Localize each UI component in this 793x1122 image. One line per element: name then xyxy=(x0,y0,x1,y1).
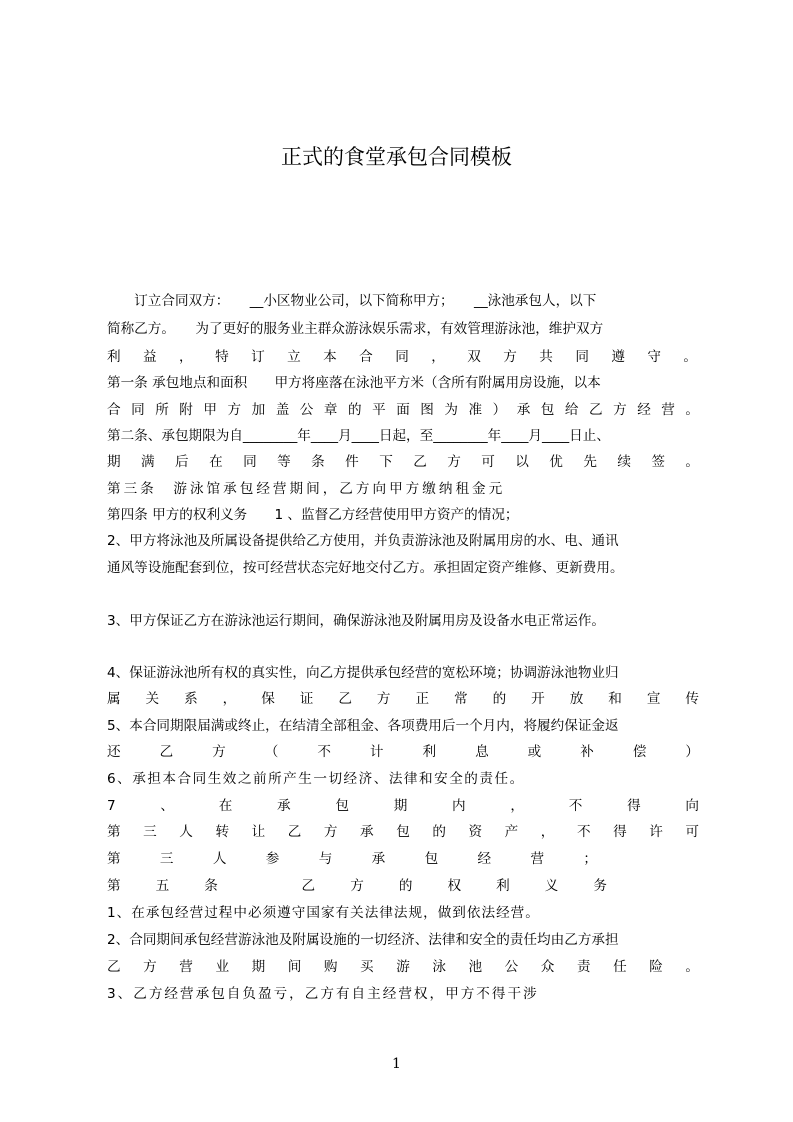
body-line-7: 期满后在同等条件下乙方可以优先续签。 xyxy=(107,454,699,470)
body-line-20: 第三人参与承包经营； xyxy=(107,851,597,867)
body-line-3: 利益，特订立本合同，双方共同遵守。 xyxy=(107,349,699,365)
body-line-24: 乙方营业期间购买游泳池公众责任险。 xyxy=(107,959,699,975)
body-line-5: 合同所附甲方加盖公章的平面图为准）承包给乙方经营。 xyxy=(107,402,699,418)
body-line-1: 订立合同双方： __小区物业公司，以下简称甲方； __泳池承包人，以下 xyxy=(107,293,597,309)
body-line-16: 还乙方（不计利息或补偿） xyxy=(107,744,699,760)
document-title: 正式的食堂承包合同模板 xyxy=(281,145,512,169)
body-line-11: 通风等设施配套到位，按可经营状态完好地交付乙方。承担固定资产维修、更新费用。 xyxy=(107,560,624,576)
body-line-9: 第四条 甲方的权利义务 1 、监督乙方经营使用甲方资产的情况； xyxy=(107,507,519,523)
body-line-15: 5、本合同期限届满或终止，在结清全部租金、各项费用后一个月内，将履约保证金返 xyxy=(107,718,619,734)
body-line-19: 第三人转让乙方承包的资产，不得许可 xyxy=(107,824,699,840)
body-line-21: 第五条 乙方的权利义务 xyxy=(107,878,607,894)
body-line-8: 第三条 游泳馆承包经营期间，乙方向甲方缴纳租金元 xyxy=(107,481,506,497)
body-line-14: 属关系，保证乙方正常的开放和宣传 xyxy=(107,691,699,707)
body-line-17: 6、承担本合同生效之前所产生一切经济、法律和安全的责任。 xyxy=(107,771,525,787)
body-line-18: 7、在承包期内，不得向 xyxy=(107,798,699,814)
body-line-2: 简称乙方。 为了更好的服务业主群众游泳娱乐需求，有效管理游泳池，维护双方 xyxy=(107,321,604,337)
body-line-22: 1、在承包经营过程中必须遵守国家有关法律法规，做到依法经营。 xyxy=(107,905,540,921)
body-line-10: 2、甲方将泳池及所属设备提供给乙方使用，并负责游泳池及附属用房的水、电、通讯 xyxy=(107,533,619,549)
body-line-12: 3、甲方保证乙方在游泳池运行期间，确保游泳池及附属用房及设备水电正常运作。 xyxy=(107,613,606,629)
body-line-4: 第一条 承包地点和面积 甲方将座落在泳池平方米（含所有附属用房设施，以本 xyxy=(107,375,601,391)
body-line-25: 3、乙方经营承包自负盈亏，乙方有自主经营权，甲方不得干涉 xyxy=(107,986,539,1002)
page-number: 1 xyxy=(392,1056,401,1072)
body-line-13: 4、保证游泳池所有权的真实性，向乙方提供承包经营的宽松环境；协调游泳池物业归 xyxy=(107,665,619,681)
body-line-23: 2、合同期间承包经营游泳池及附属设施的一切经济、法律和安全的责任均由乙方承担 xyxy=(107,932,619,948)
body-line-6: 第二条、承包期限为自________年____月____日起，至________年____月____日止、 xyxy=(107,428,610,444)
